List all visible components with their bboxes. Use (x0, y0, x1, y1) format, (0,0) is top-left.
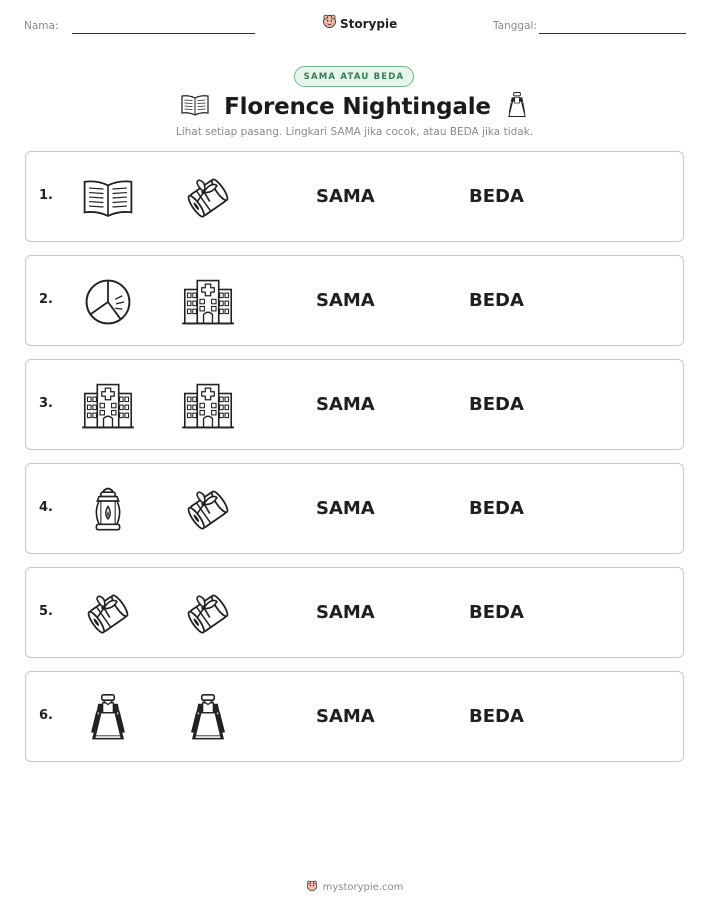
nurse-dress-icon (505, 91, 529, 123)
row-number: 3. (39, 396, 53, 411)
hospital-icon (81, 381, 135, 431)
brand-name: Storypie (340, 16, 398, 31)
date-label: Tanggal: (493, 20, 537, 32)
scroll-icon (181, 589, 235, 639)
option-different[interactable]: BEDA (469, 602, 524, 623)
option-same[interactable]: SAMA (316, 602, 375, 623)
footer (0, 880, 709, 895)
exercise-row (25, 255, 684, 346)
footer-url[interactable]: mystorypie.com (322, 882, 404, 893)
worksheet-header (0, 14, 709, 42)
page-title: Florence Nightingale (224, 94, 491, 120)
title-row (0, 91, 709, 123)
brand-logo (322, 14, 397, 33)
row-number: 6. (39, 708, 53, 723)
scroll-icon (181, 173, 235, 223)
pie-chart-icon (81, 277, 135, 327)
storypie-mascot-icon (322, 14, 337, 33)
nurse-dress-icon (81, 693, 135, 743)
exercise-row (25, 567, 684, 658)
book-icon (81, 173, 135, 223)
activity-tag: SAMA ATAU BEDA (294, 66, 414, 87)
row-number: 5. (39, 604, 53, 619)
name-label: Nama: (24, 20, 59, 32)
lantern-icon (81, 485, 135, 535)
option-different[interactable]: BEDA (469, 394, 524, 415)
storypie-mascot-icon (306, 880, 318, 895)
option-different[interactable]: BEDA (469, 290, 524, 311)
exercise-row (25, 151, 684, 242)
hospital-icon (181, 381, 235, 431)
row-number: 4. (39, 500, 53, 515)
row-number: 1. (39, 188, 53, 203)
exercise-row (25, 463, 684, 554)
option-same[interactable]: SAMA (316, 394, 375, 415)
scroll-icon (181, 485, 235, 535)
date-line[interactable] (539, 33, 686, 34)
name-line[interactable] (72, 33, 255, 34)
option-different[interactable]: BEDA (469, 706, 524, 727)
row-number: 2. (39, 292, 53, 307)
exercise-row (25, 359, 684, 450)
instructions: Lihat setiap pasang. Lingkari SAMA jika cocok, atau BEDA jika tidak. (175, 126, 534, 138)
option-different[interactable]: BEDA (469, 498, 524, 519)
option-same[interactable]: SAMA (316, 498, 375, 519)
option-same[interactable]: SAMA (316, 706, 375, 727)
option-same[interactable]: SAMA (316, 290, 375, 311)
exercise-row (25, 671, 684, 762)
option-different[interactable]: BEDA (469, 186, 524, 207)
hospital-icon (181, 277, 235, 327)
book-icon (180, 93, 210, 121)
nurse-dress-icon (181, 693, 235, 743)
option-same[interactable]: SAMA (316, 186, 375, 207)
scroll-icon (81, 589, 135, 639)
